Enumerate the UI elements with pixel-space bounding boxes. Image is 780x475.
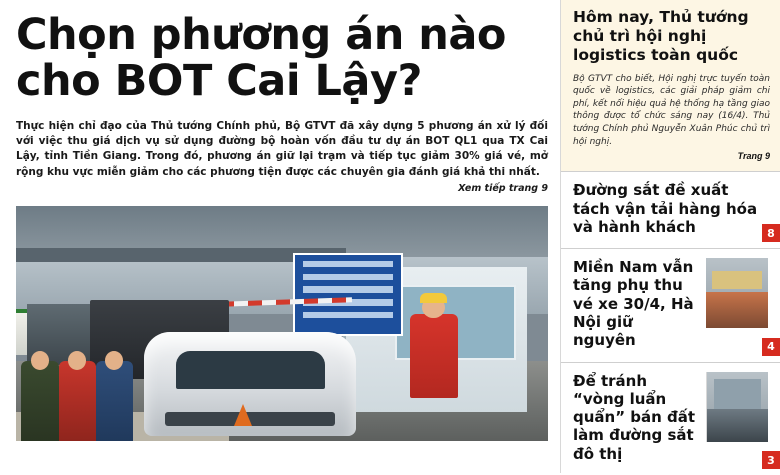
photo-bystander-1 [21,361,58,441]
sidebar-thumbnail [706,258,768,328]
headline-line-2: cho BOT Cai Lậy? [16,56,422,107]
photo-sign-board [293,253,403,337]
sidebar-item-fare-surcharge[interactable] [561,248,780,361]
article-deck [16,119,548,196]
sidebar-lead-story[interactable] [561,0,780,171]
sidebar-item-title: Miền Nam vẫn tăng phụ thu vé xe 30/4, Hà Nội giữ nguyên [573,258,694,350]
sidebar-thumbnail [706,372,768,442]
deck-text: Thực hiện chỉ đạo của Thủ tướng Chính phủ, Bộ GTVT đã xây dựng 5 phương án xử lý đối với việc thu giá dịch vụ sử dụng đường bộ hoàn vốn đầu tư dự án BOT QL1 qua TX Cai Lậy, tỉnh Tiền Giang. Trong đó, phương án giữ lại trạm và tiếp tục giảm 30% giá vé, mở rộng khu vực miễn giảm cho các phương tiện được các chuyên gia đánh giá khả thi nhất. [16,119,548,178]
photo-worker-cap [420,293,447,302]
sidebar [560,0,780,473]
headline-line-1: Chọn phương án nào [16,10,506,60]
photo-traffic-cone [234,404,252,426]
status-badge: 4 [762,338,780,356]
photo-scene [16,206,548,441]
photo-toll-worker [410,314,458,399]
article-photo [16,206,548,441]
status-badge: 3 [762,451,780,469]
lead-story-body: Bộ GTVT cho biết, Hội nghị trực tuyến toàn quốc về logistics, các giải pháp giảm chi phí, kết nối hiệu quả hệ thống hạ tầng giao thông được tổ chức sáng nay (16/4). Thủ tướng Chính phủ Nguyễn Xuân Phúc chủ trì hội nghị. [573,73,770,147]
photo-bystander-2 [59,361,96,441]
sidebar-item-title: Đường sắt đề xuất tách vận tải hàng hóa và hành khách [573,181,758,236]
photo-bystander-head-1 [31,351,49,370]
continued-note: Xem tiếp trang 9 [458,182,548,194]
photo-car-windshield [176,351,325,389]
photo-bystander-3 [96,361,133,441]
sidebar-item-title: Để tránh “vòng luẩn quẩn” bán đất làm đường sắt đô thị [573,371,696,463]
sidebar-item-urban-railway-land[interactable] [561,362,780,475]
status-badge: 8 [762,224,780,242]
lead-story-title: Hôm nay, Thủ tướng chủ trì hội nghị logistics toàn quốc [573,8,749,65]
lead-story-page-note: Trang 9 [737,151,770,162]
sidebar-item-railway-freight[interactable] [561,171,780,248]
page-title [16,12,548,105]
